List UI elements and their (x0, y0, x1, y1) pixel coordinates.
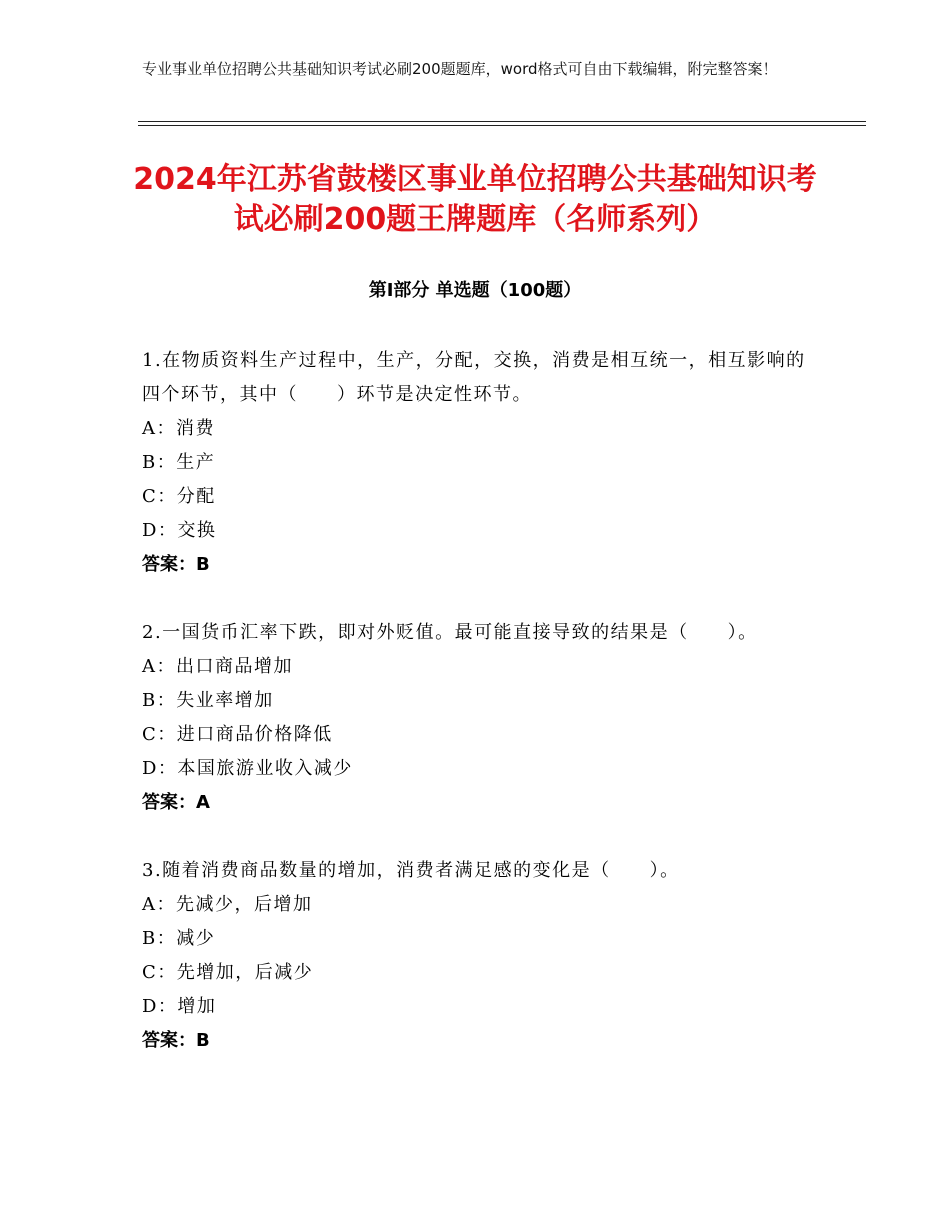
question-2 (142, 616, 812, 820)
option-c: C：分配 (142, 486, 216, 507)
question-1 (142, 344, 812, 582)
option-d: D：本国旅游业收入减少 (142, 758, 353, 779)
question-3 (142, 854, 812, 1058)
option-b: B：生产 (142, 452, 216, 473)
option-c: C：进口商品价格降低 (142, 724, 333, 745)
option-a: A：出口商品增加 (142, 656, 293, 677)
header-rule-thick (138, 121, 866, 122)
option-b: B：失业率增加 (142, 690, 274, 711)
header-rule-thin (138, 125, 866, 126)
option-b: B：减少 (142, 928, 216, 949)
document-title: 2024年江苏省鼓楼区事业单位招聘公共基础知识考试必刷200题王牌题库（名师系列） (133, 162, 817, 237)
question-stem: 3.随着消费商品数量的增加，消费者满足感的变化是（ ）。 (142, 860, 680, 881)
question-stem: 1.在物质资料生产过程中，生产，分配，交换，消费是相互统一，相互影响的四个环节，其中（ ）环节是决定性环节。 (142, 350, 806, 405)
answer: 答案：B (142, 554, 210, 575)
header-note: 专业事业单位招聘公共基础知识考试必刷200题题库，word格式可自由下载编辑，附完整答案！ (142, 60, 778, 78)
section-title: 第Ⅰ部分 单选题（100题） (368, 280, 582, 301)
option-c: C：先增加，后减少 (142, 962, 314, 983)
answer: 答案：B (142, 1030, 210, 1051)
answer: 答案：A (142, 792, 210, 813)
option-d: D：交换 (142, 520, 217, 541)
option-d: D：增加 (142, 996, 217, 1017)
option-a: A：消费 (142, 418, 215, 439)
question-stem: 2.一国货币汇率下跌，即对外贬值。最可能直接导致的结果是（ ）。 (142, 622, 758, 643)
question-list (142, 344, 812, 1092)
option-a: A：先减少，后增加 (142, 894, 313, 915)
